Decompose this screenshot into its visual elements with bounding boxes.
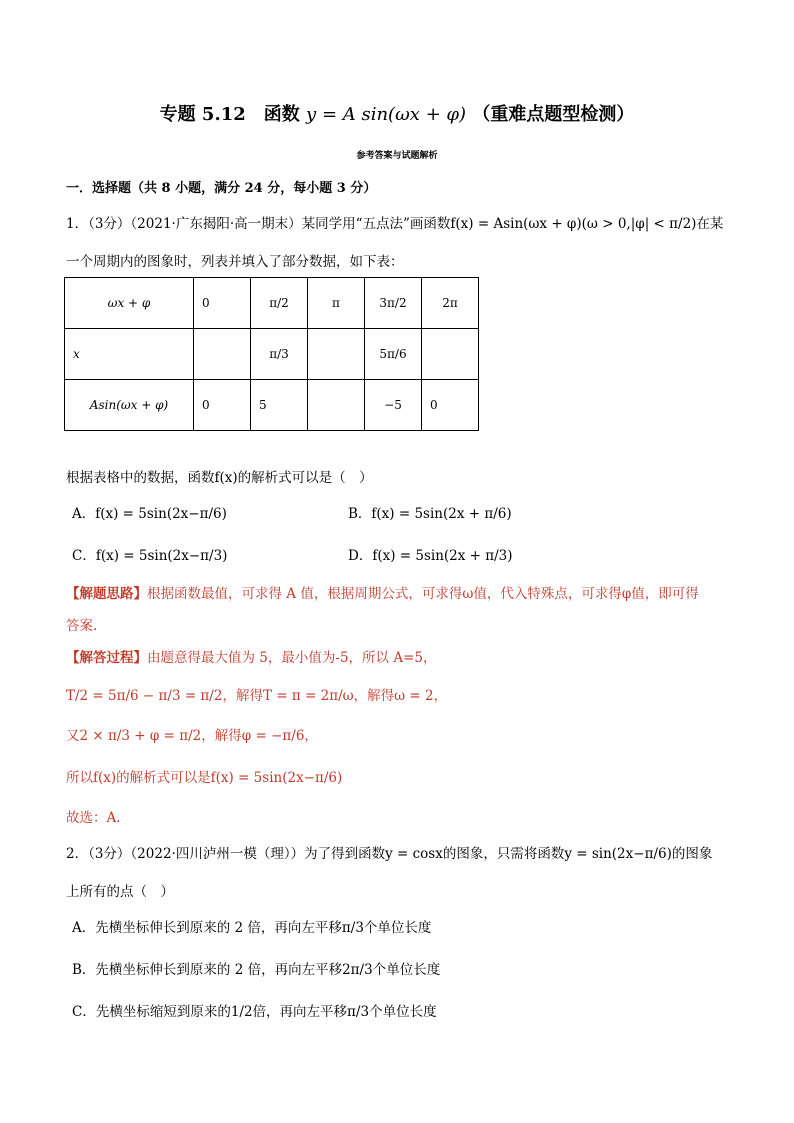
section-heading: 一．选择题（共 8 小题，满分 24 分，每小题 3 分） — [66, 181, 377, 196]
table-cell: 0 — [194, 278, 251, 329]
q1-process-line3: 又2 × π/3 + φ = π/2，解得φ = −π/6， — [66, 728, 318, 744]
page-subtitle: 参考答案与试题解析 — [356, 151, 438, 161]
table-cell: 2π — [422, 278, 479, 329]
title-formula: y = A sin(ωx + φ) — [306, 104, 467, 125]
table-cell — [194, 329, 251, 380]
table-cell: 5π/6 — [365, 329, 422, 380]
idea-text: 根据函数最值，可求得 A 值，根据周期公式，可求得ω值，代入特殊点，可求得φ值，即可得 — [147, 586, 699, 602]
q1-option-c: C．f(x) = 5sin(2x−π/3) — [72, 548, 228, 564]
table-cell: Asin(ωx + φ) — [65, 380, 194, 431]
q2-stem-line2: 上所有的点（ ） — [66, 884, 174, 900]
table-cell — [308, 329, 365, 380]
table-cell: 3π/2 — [365, 278, 422, 329]
q1-process-line2: T/2 = 5π/6 − π/3 = π/2，解得T = π = 2π/ω，解得ω = 2， — [66, 688, 448, 704]
q1-option-d: D．f(x) = 5sin(2x + π/3) — [348, 548, 513, 564]
q2-option-a: A．先横坐标伸长到原来的 2 倍，再向左平移π/3个单位长度 — [72, 920, 432, 936]
q1-idea-line1 — [66, 582, 699, 602]
q1-table — [64, 277, 479, 431]
title-prefix: 专题 5.12 函数 — [159, 104, 300, 125]
q1-option-a: A．f(x) = 5sin(2x−π/6) — [72, 506, 227, 522]
process-label: 【解答过程】 — [66, 650, 147, 666]
table-cell: 0 — [194, 380, 251, 431]
q2-option-b: B．先横坐标伸长到原来的 2 倍，再向左平移2π/3个单位长度 — [72, 962, 441, 978]
table-cell: π/2 — [251, 278, 308, 329]
table-cell — [422, 329, 479, 380]
title-suffix: （重难点题型检测） — [472, 104, 635, 125]
table-cell: ωx + φ — [65, 278, 194, 329]
page-title — [0, 100, 794, 126]
q1-question: 根据表格中的数据，函数f(x)的解析式可以是（ ） — [66, 470, 373, 486]
q1-stem-line2: 一个周期内的图象时，列表并填入了部分数据，如下表： — [66, 254, 404, 270]
q1-process-line1 — [66, 646, 436, 666]
q1-option-b: B．f(x) = 5sin(2x + π/6) — [348, 506, 512, 522]
table-cell — [308, 380, 365, 431]
table-row — [65, 329, 479, 380]
q1-process-line4: 所以f(x)的解析式可以是f(x) = 5sin(2x−π/6) — [66, 770, 343, 786]
table-cell: −5 — [365, 380, 422, 431]
table-cell: π/3 — [251, 329, 308, 380]
table-cell: π — [308, 278, 365, 329]
q2-option-c: C．先横坐标缩短到原来的1/2倍，再向左平移π/3个单位长度 — [72, 1004, 437, 1020]
q2-stem-line1: 2．（3分）（2022·四川泸州一模（理））为了得到函数y = cosx的图象，只需将函数y = sin(2x−π/6)的图象 — [66, 846, 713, 862]
table-row — [65, 380, 479, 431]
idea-label: 【解题思路】 — [66, 586, 147, 602]
q1-answer: 故选：A. — [66, 810, 121, 826]
process-text: 由题意得最大值为 5，最小值为-5，所以 A=5， — [147, 650, 437, 666]
table-cell: x — [65, 329, 194, 380]
table-cell: 5 — [251, 380, 308, 431]
table-cell: 0 — [422, 380, 479, 431]
table-row — [65, 278, 479, 329]
q1-stem-line1: 1．（3分）（2021·广东揭阳·高一期末）某同学用“五点法”画函数f(x) = Asin(ωx + φ)(ω > 0,|φ| < π/2)在某 — [66, 216, 724, 232]
q1-idea-line2: 答案. — [66, 618, 98, 634]
